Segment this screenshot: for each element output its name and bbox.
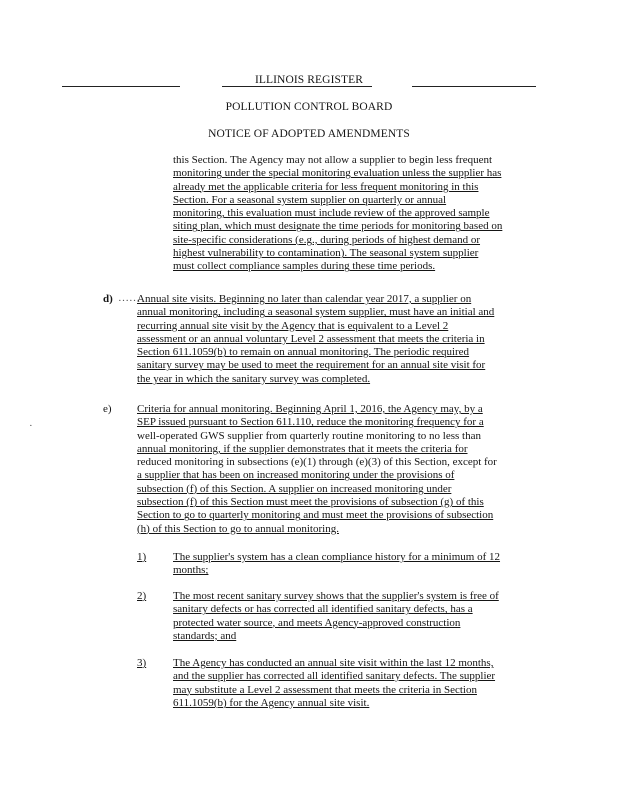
text-line: The Agency has conducted an annual site visit within the last 12 months,	[173, 657, 494, 669]
text-line: this Section. The Agency may not allow a supplier to begin less frequent	[173, 154, 493, 166]
text-line: sanitary defects or has corrected all identified sanitary defects, has a	[173, 603, 473, 616]
text-line: subsection (f) of this Section must meet the provisions of subsection (g) of this	[137, 496, 484, 509]
text-line: Section. For a seasonal system supplier on quarterly or annual	[173, 193, 447, 206]
subsection-e-paragraph	[137, 403, 497, 536]
text-line: highest vulnerability to contamination). The seasonal system supplier	[173, 247, 479, 260]
item-1-paragraph	[173, 551, 500, 578]
text-line: protected water source, and meets Agency-approved construction	[173, 616, 461, 629]
text-line: annual monitoring, if the supplier demonstrates that it meets the criteria for	[137, 442, 468, 455]
text-line: (h) of this Section to go to annual monitoring.	[137, 522, 339, 535]
text-line: site-specific considerations (e.g., during periods of highest demand or	[173, 233, 481, 246]
board-title: POLLUTION CONTROL BOARD	[225, 101, 393, 113]
text-line: sanitary survey may be used to meet the requirement for an annual site visit for	[137, 359, 486, 372]
text-line: Section 611.1059(b) to remain on annual monitoring. The periodic required	[137, 346, 470, 359]
header-rule-left	[62, 86, 180, 87]
text-line: 611.1059(b) for the Agency annual site visit.	[173, 696, 370, 709]
item-3-paragraph	[173, 657, 495, 710]
subsection-d-label: d)	[103, 293, 113, 305]
text-line: siting plan, which must designate the time periods for monitoring based on	[173, 220, 503, 233]
text-line: SEP issued pursuant to Section 611.110, reduce the monitoring frequency for a	[137, 416, 484, 429]
text-line: recurring annual site visit by the Agency that is equivalent to a Level 2	[137, 319, 449, 332]
text-line: standards; and	[173, 629, 237, 642]
subsection-d-leader: ……	[118, 292, 140, 304]
text-line: already met the applicable criteria for less frequent monitoring in this	[173, 180, 479, 193]
text-line: may substitute a Level 2 assessment that meets the criteria in Section	[173, 683, 477, 696]
text-line: and the supplier has corrected all identified sanitary defects. The supplier	[173, 670, 496, 683]
continuation-paragraph	[173, 154, 502, 274]
text-line: The most recent sanitary survey shows that the supplier's system is free of	[173, 590, 499, 602]
text-line: monitoring under the special monitoring evaluation unless the supplier has	[173, 167, 502, 180]
header-rule-center	[222, 86, 372, 87]
header-rule-right	[412, 86, 536, 87]
text-line: The supplier's system has a clean compliance history for a minimum of 12	[173, 551, 501, 563]
item-3-label: 3)	[137, 657, 147, 669]
text-line: a supplier that has been on increased monitoring under the provisions of	[137, 469, 455, 482]
text-line: Criteria for annual monitoring. Beginning April 1, 2016, the Agency may, by a	[137, 403, 483, 415]
text-line: Section to go to quarterly monitoring and must meet the provisions of subsection	[137, 509, 494, 522]
item-1-label: 1)	[137, 551, 147, 563]
subsection-d-paragraph	[137, 293, 494, 386]
subsection-e-label: e)	[103, 403, 112, 415]
item-2-paragraph	[173, 590, 499, 643]
text-line: Annual site visits. Beginning no later than calendar year 2017, a supplier on	[137, 293, 472, 305]
item-2-label: 2)	[137, 590, 147, 602]
margin-mark: ·	[29, 420, 33, 432]
text-line: the year in which the sanitary survey was completed.	[137, 372, 371, 385]
text-line: subsection (f) of this Section. A supplier on increased monitoring under	[137, 482, 452, 495]
text-line: reduced monitoring in subsections (e)(1) through (e)(3) of this Section, except for	[137, 456, 497, 469]
text-line: annual monitoring, including a seasonal system supplier, must have an initial and	[137, 306, 495, 319]
text-line: monitoring, this evaluation must include review of the approved sample	[173, 207, 490, 220]
text-line: well-operated GWS supplier from quarterly routine monitoring to no less than	[137, 429, 481, 442]
text-line: months;	[173, 564, 209, 577]
notice-title: NOTICE OF ADOPTED AMENDMENTS	[208, 128, 410, 140]
text-line: must collect compliance samples during these time periods.	[173, 260, 436, 273]
text-line: assessment or an annual voluntary Level 2 assessment that meets the criteria in	[137, 332, 485, 345]
register-title: ILLINOIS REGISTER	[254, 74, 364, 86]
